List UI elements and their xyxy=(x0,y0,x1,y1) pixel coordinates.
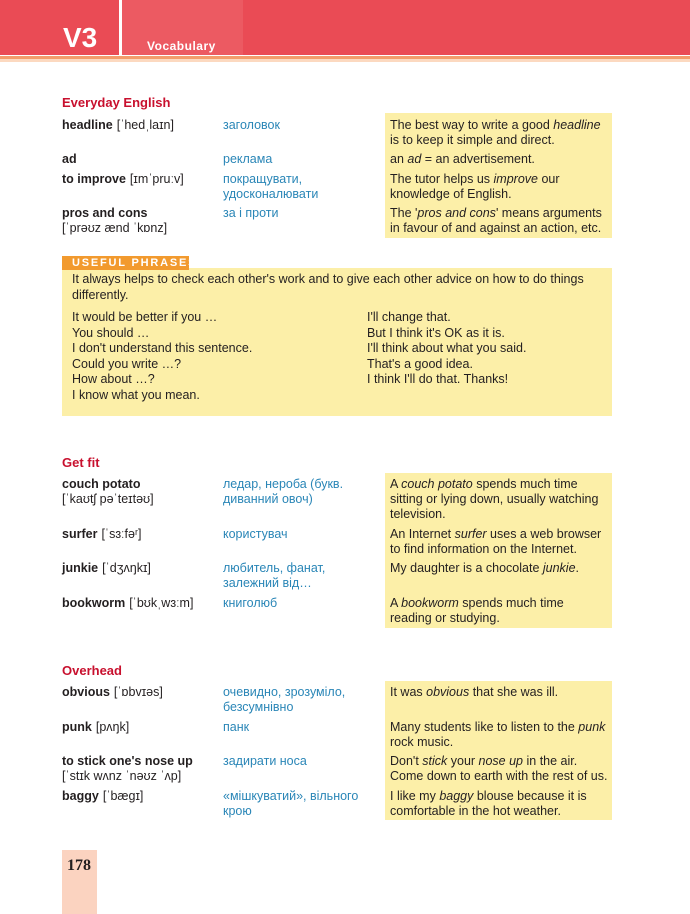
vocab-word: junkie xyxy=(62,561,99,575)
vocab-word: punk xyxy=(62,720,92,734)
vocab-translation: заголовок xyxy=(223,118,280,132)
vocab-example: I like my baggy blouse because it is comfortable in the hot weather. xyxy=(390,789,587,818)
phrase-item: That's a good idea. xyxy=(367,356,473,371)
vocab-word: to improve xyxy=(62,172,126,186)
vocab-word: ad xyxy=(62,152,77,166)
vocab-translation: покращувати, удосконалювати xyxy=(223,172,319,201)
vocab-ipa: [ˈdʒʌŋkɪ] xyxy=(102,561,151,575)
vocab-ipa: [ɪmˈpruːv] xyxy=(129,172,184,186)
heading-everyday-english: Everyday English xyxy=(62,95,171,110)
phrase-item: You should … xyxy=(72,325,150,340)
vocab-example: Many students like to listen to the punk rock music. xyxy=(390,720,606,749)
vocab-ipa: [ˈhedˌlaɪn] xyxy=(116,118,174,132)
vocab-example: an ad = an advertisement. xyxy=(390,152,535,166)
phrase-item: It would be better if you … xyxy=(72,310,218,324)
vocab-translation: панк xyxy=(223,720,250,734)
phrase-item: How about …? xyxy=(72,372,155,387)
vocab-example: My daughter is a chocolate junkie. xyxy=(390,561,580,575)
vocab-translation: «мішкуватий», вільного крою xyxy=(223,789,359,818)
phrase-item: I don't understand this sentence. xyxy=(72,341,253,356)
vocab-translation: ледар, нероба (букв. диванний овоч) xyxy=(223,477,344,506)
phrases-left-column xyxy=(72,310,252,404)
phrase-item: I'll change that. xyxy=(367,310,451,324)
vocab-ipa: [pʌŋk] xyxy=(95,720,130,734)
vocab-example: It was obvious that she was ill. xyxy=(390,685,559,699)
vocab-word: to stick one's nose up xyxy=(62,754,193,768)
useful-phrases-title: USEFUL PHRASES xyxy=(72,257,198,269)
phrase-item: I think I'll do that. Thanks! xyxy=(367,372,509,387)
vocab-example: An Internet surfer uses a web browser to find information on the Internet. xyxy=(390,527,602,556)
vocab-translation: користувач xyxy=(223,527,288,541)
vocab-ipa: [ˈɒbvɪəs] xyxy=(113,685,163,699)
unit-code: V3 xyxy=(63,22,98,53)
phrase-item: Could you write …? xyxy=(72,356,182,371)
vocab-ipa: [ˈsɜːfəʳ] xyxy=(101,527,142,541)
header-underline-light xyxy=(0,59,690,62)
vocab-ipa: [ˈkaʊtʃ pəˈteɪtəʊ] xyxy=(62,492,154,506)
heading-get-fit: Get fit xyxy=(62,455,100,470)
vocab-example: The tutor helps us improve our knowledge of English. xyxy=(390,172,560,201)
useful-phrases-intro: It always helps to check each other's work and to give each other advice on how to do things differently. xyxy=(72,272,584,302)
vocab-translation: реклама xyxy=(223,152,273,166)
vocab-example: A couch potato spends much time sitting or lying down, usually watching television. xyxy=(390,477,599,521)
heading-overhead: Overhead xyxy=(62,663,122,678)
vocab-word: surfer xyxy=(62,527,98,541)
vocab-translation: за і проти xyxy=(223,206,279,220)
vocab-word: baggy xyxy=(62,789,99,803)
vocab-word: headline xyxy=(62,118,113,132)
vocab-ipa: [ˈprəʊz ænd ˈkɒnz] xyxy=(62,221,168,235)
vocab-example: A bookworm spends much time reading or studying. xyxy=(390,596,564,625)
phrases-right-column xyxy=(367,310,526,388)
vocab-ipa: [ˈbʊkˌwɜːm] xyxy=(129,596,194,610)
vocab-word: pros and cons xyxy=(62,206,148,220)
vocab-translation: задирати носа xyxy=(223,754,307,768)
vocab-example: The 'pros and cons' means arguments in favour of and against an action, etc. xyxy=(390,206,602,235)
vocab-word: couch potato xyxy=(62,477,141,491)
vocab-translation: книголюб xyxy=(223,596,278,610)
phrase-item: I'll think about what you said. xyxy=(367,341,527,356)
vocab-translation: очевидно, зрозуміло, безсумнівно xyxy=(223,685,346,714)
vocab-translation: любитель, фанат, залежний від… xyxy=(223,561,326,590)
page-number: 178 xyxy=(67,857,91,874)
vocab-ipa: [ˈstɪk wʌnz ˈnəʊz ˈʌp] xyxy=(62,769,182,783)
vocab-ipa: [ˈbægɪ] xyxy=(102,789,144,803)
phrase-item: But I think it's OK as it is. xyxy=(367,325,505,340)
header-divider xyxy=(119,0,122,55)
vocab-word: bookworm xyxy=(62,596,126,610)
section-title: Vocabulary xyxy=(147,39,216,53)
phrase-item: I know what you mean. xyxy=(72,387,200,402)
vocab-example: Don't stick your nose up in the air. Come down to earth with the rest of us. xyxy=(390,754,608,783)
vocab-word: obvious xyxy=(62,685,110,699)
vocab-example: The best way to write a good headline is to keep it simple and direct. xyxy=(390,118,601,147)
